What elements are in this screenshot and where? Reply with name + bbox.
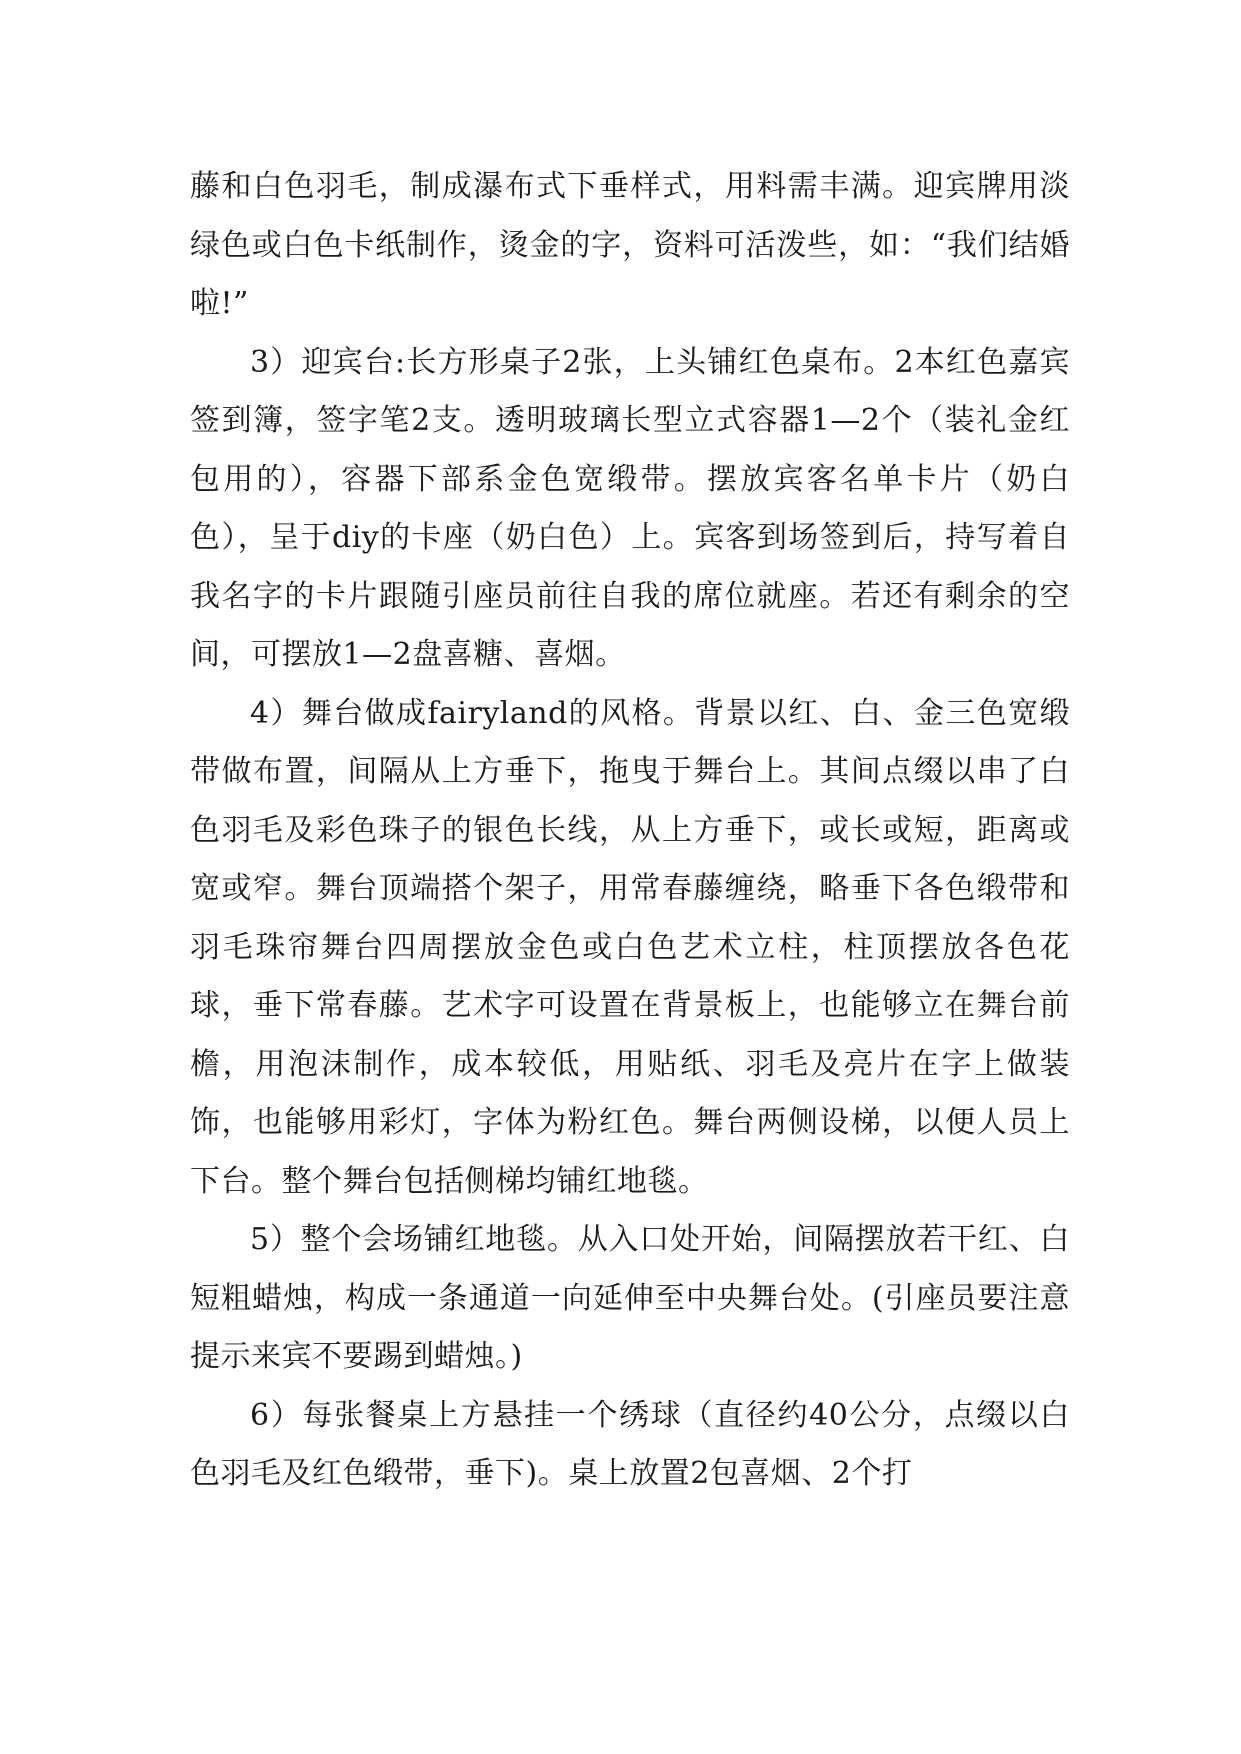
body-text [190,158,1070,1504]
paragraph-continuation: 藤和白色羽毛，制成瀑布式下垂样式，用料需丰满。迎宾牌用淡绿色或白色卡纸制作，烫金的字，资料可活泼些，如：“我们结婚啦!” [190,169,1070,321]
paragraph-welcome-desk: 3）迎宾台:长方形桌子2张，上头铺红色桌布。2本红色嘉宾签到簿，签字笔2支。透明玻璃长型立式容器1—2个（装礼金红包用的），容器下部系金色宽缎带。摆放宾客名单卡片（奶白色），呈于diy的卡座（奶白色）上。宾客到场签到后，持写着自我名字的卡片跟随引座员前往自我的席位就座。若还有剩余的空间，可摆放1—2盘喜糖、喜烟。 [190,344,1070,672]
paragraph-stage: 4）舞台做成fairyland的风格。背景以红、白、金三色宽缎带做布置，间隔从上方垂下，拖曳于舞台上。其间点缀以串了白色羽毛及彩色珠子的银色长线，从上方垂下，或长或短，距离或宽或窄。舞台顶端搭个架子，用常春藤缠绕，略垂下各色缎带和羽毛珠帘舞台四周摆放金色或白色艺术立柱，柱顶摆放各色花球，垂下常春藤。艺术字可设置在背景板上，也能够立在舞台前檐，用泡沫制作，成本较低，用贴纸、羽毛及亮片在字上做装饰，也能够用彩灯，字体为粉红色。舞台两侧设梯，以便人员上下台。整个舞台包括侧梯均铺红地毯。 [190,695,1070,1199]
paragraph-dining-tables: 6）每张餐桌上方悬挂一个绣球（直径约40公分，点缀以白色羽毛及红色缎带，垂下)。桌上放置2包喜烟、2个打 [190,1397,1070,1491]
paragraph-venue-carpet: 5）整个会场铺红地毯。从入口处开始，间隔摆放若干红、白短粗蜡烛，构成一条通道一向延伸至中央舞台处。(引座员要注意提示来宾不要踢到蜡烛。) [190,1222,1070,1374]
